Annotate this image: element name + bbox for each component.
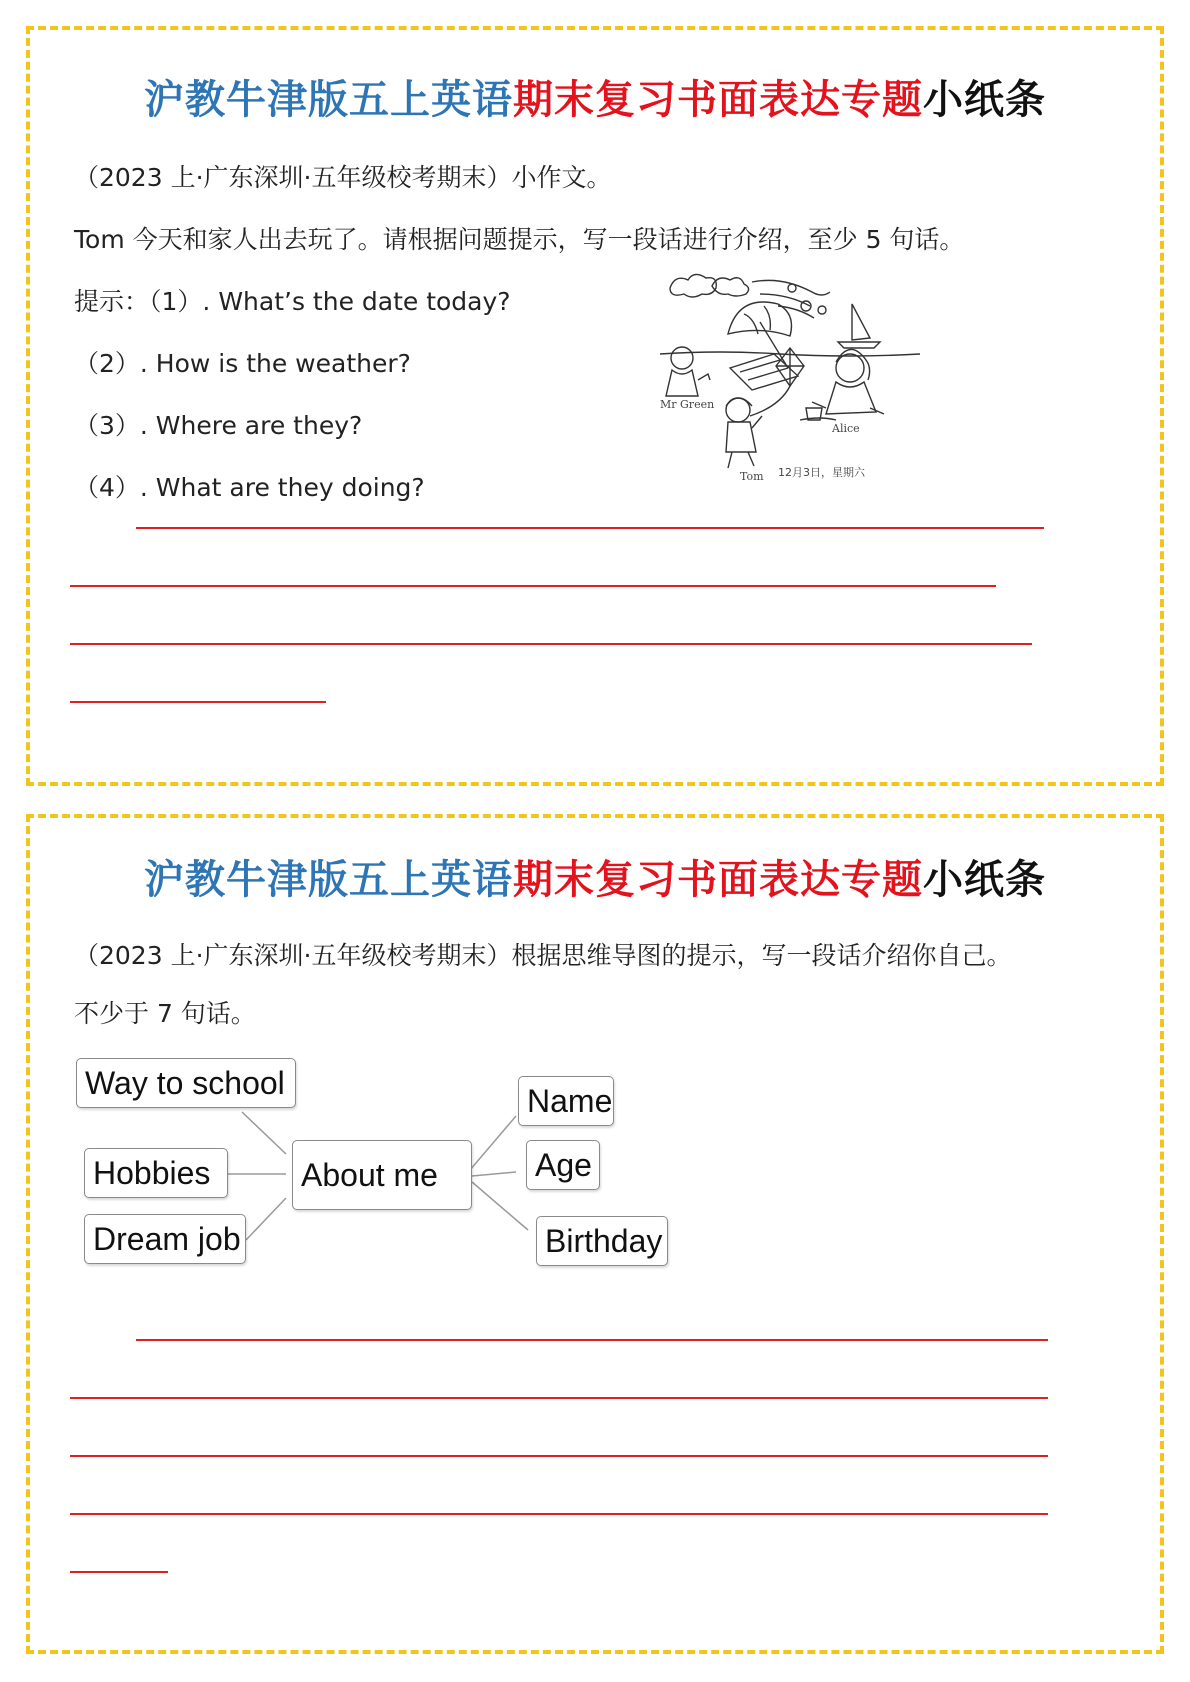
writing-line [70, 585, 996, 587]
mind-node-dream-job: Dream job [84, 1214, 246, 1264]
title-blue-part: 沪教牛津版五上英语 [144, 76, 513, 123]
cloud-icon [712, 278, 749, 296]
mind-node-birthday: Birthday [536, 1216, 668, 1266]
beach-scene-illustration [660, 258, 920, 498]
mind-node-hobbies: Hobbies [84, 1148, 228, 1198]
mind-map [76, 1054, 716, 1284]
writing-line [70, 1455, 1048, 1457]
title-red-part: 期末复习书面表达专题 [513, 856, 923, 903]
writing-line [136, 1339, 1048, 1341]
source-note-continued: 不少于 7 句话。 [74, 999, 256, 1028]
source-note: （2023 上·广东深圳·五年级校考期末）小作文。 [74, 163, 612, 192]
label-alice: Alice [832, 422, 860, 435]
hint-prefix: 提示： [74, 287, 150, 316]
cloud-icon [670, 274, 716, 297]
mind-node-name: Name [518, 1076, 614, 1126]
hint-2: （2）. How is the weather? [74, 349, 411, 378]
writing-line [70, 701, 326, 703]
hint-4: （4）. What are they doing? [74, 473, 425, 502]
title-black-part: 小纸条 [923, 856, 1046, 903]
hint-1 [74, 282, 511, 318]
source-note: （2023 上·广东深圳·五年级校考期末）根据思维导图的提示，写一段话介绍你自己。 [74, 941, 1012, 970]
writing-line [136, 527, 1044, 529]
title-red-part: 期末复习书面表达专题 [513, 76, 923, 123]
writing-line [70, 1513, 1048, 1515]
umbrella-icon [728, 302, 792, 336]
hint-1-text: （1）. What’s the date today? [149, 287, 511, 316]
mind-node-age: Age [526, 1140, 600, 1190]
writing-line [70, 1397, 1048, 1399]
wind-icon [752, 280, 830, 295]
worksheet-card-2 [26, 814, 1164, 1654]
wind-icon [760, 294, 810, 306]
title-blue-part: 沪教牛津版五上英语 [144, 856, 513, 903]
instruction-text: Tom 今天和家人出去玩了。请根据问题提示，写一段话进行介绍，至少 5 句话。 [74, 225, 965, 254]
alice-figure [836, 354, 864, 382]
mind-node-way-to-school: Way to school [76, 1058, 296, 1108]
hint-3: （3）. Where are they? [74, 411, 363, 440]
card-title [30, 68, 1160, 125]
sailboat-icon [852, 304, 870, 340]
date-caption: 12月3日，星期六 [778, 466, 865, 479]
writing-line [70, 643, 1032, 645]
mind-node-about-me: About me [292, 1140, 472, 1210]
worksheet-card-1 [26, 26, 1164, 786]
label-tom: Tom [740, 470, 764, 483]
writing-line [70, 1571, 168, 1573]
mr-green-figure [671, 347, 693, 369]
title-black-part: 小纸条 [923, 76, 1046, 123]
label-mr-green: Mr Green [660, 398, 715, 411]
card-title [30, 848, 1160, 905]
